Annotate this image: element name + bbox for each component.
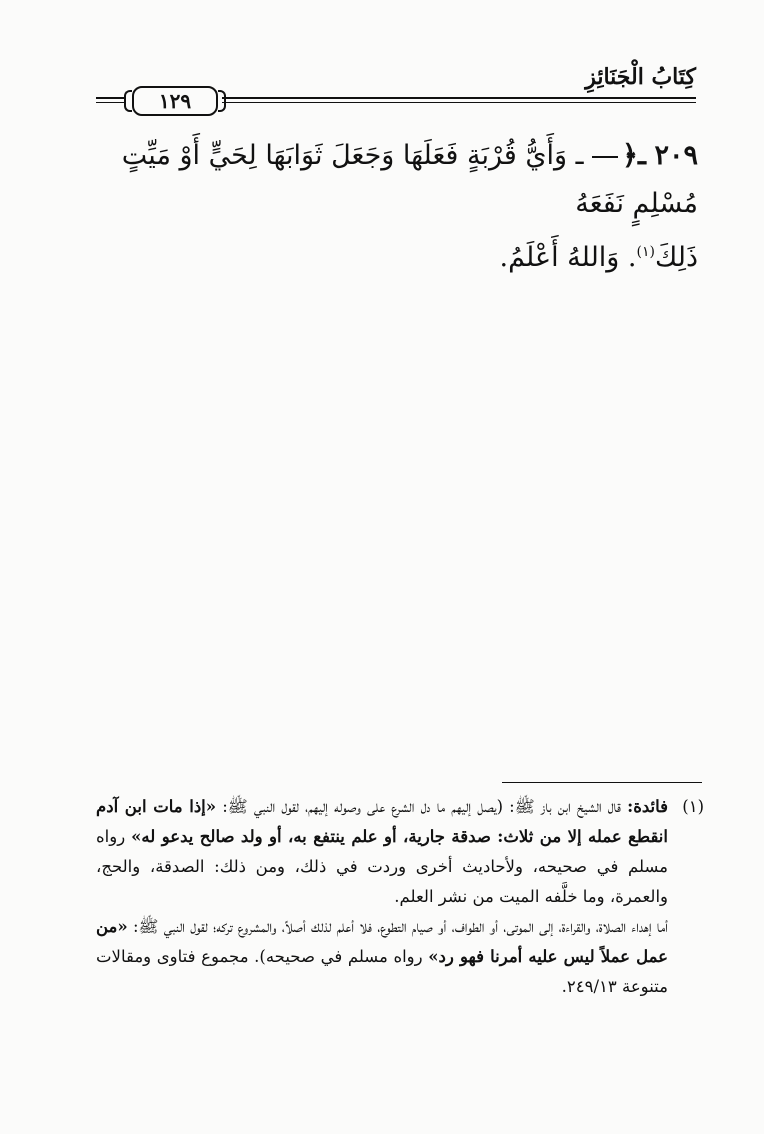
- badge-left-cap: [124, 90, 132, 112]
- page-number: ١٢٩: [158, 89, 192, 113]
- footnote-paragraph-2: [96, 912, 668, 1002]
- footnote-text-2b: رواه مسلم في صحيحه). مجموع فتاوى ومقالات متنوعة ٢٤٩/١٣.: [96, 947, 668, 996]
- footnote: [96, 792, 704, 1002]
- footnote-separator: [502, 782, 702, 783]
- main-text-line-1: ـ وَأَيُّ قُرْبَةٍ فَعَلَهَا وَجَعَلَ ثَوَابَهَا لِحَيٍّ أَوْ مَيِّتٍ مُسْلِمٍ نَفَعَهُ: [121, 140, 698, 219]
- page-number-badge: [132, 86, 218, 116]
- footnote-text-2a: أما إهداء الصلاة، والقراءة، إلى الموتى، أو الطواف، أو صيام التطوع، فلا أعلم لذلك أصلاً، والمشروع تركه؛ لقول النبي ﷺ:: [127, 917, 668, 936]
- hadith-quote-1: «إذا مات ابن آدم انقطع عمله إلا من ثلاث: صدقة جارية، أو علم ينتفع به، أو ولد صالح يدعو له»: [96, 797, 668, 846]
- main-line-2: [90, 228, 698, 282]
- badge-right-cap: [218, 90, 226, 112]
- main-text-line-2a: ذَلِكَ: [654, 242, 698, 273]
- footnote-body: [96, 792, 668, 1002]
- item-ornament: ـ﴿: [622, 140, 646, 171]
- header-rule-right: [222, 97, 696, 103]
- footnote-paragraph-1: [96, 792, 668, 912]
- main-text: [90, 132, 698, 282]
- chapter-title: كِتَابُ الْجَنَائِزِ: [585, 64, 696, 90]
- hadith-quote-2: «من عمل عملاً ليس عليه أمرنا فهو رد»: [96, 917, 668, 966]
- item-number: ٢٠٩: [654, 140, 698, 171]
- footnote-reference[interactable]: (١): [636, 244, 655, 260]
- footnote-text-1b: رواه مسلم في صحيحه، ولأحاديث أخرى وردت في ذلك، ومن ذلك: الصدقة، والحج، والعمرة، وما خلَّفه الميت من نشر العلم.: [96, 827, 668, 906]
- ornament-dash: [592, 156, 618, 158]
- main-line-1: [90, 132, 698, 228]
- header-rule-left: [96, 97, 126, 103]
- footnote-text-1a: قال الشيخ ابن باز ﷺ: (يصل إليهم ما دل الشرع على وصوله إليهم، لقول النبي ﷺ:: [216, 797, 621, 816]
- footnote-number: (١): [682, 797, 704, 816]
- page-header: [96, 64, 696, 112]
- footnote-label: فائدة:: [627, 797, 669, 816]
- main-text-line-2b: . وَاللهُ أَعْلَمُ.: [499, 242, 637, 273]
